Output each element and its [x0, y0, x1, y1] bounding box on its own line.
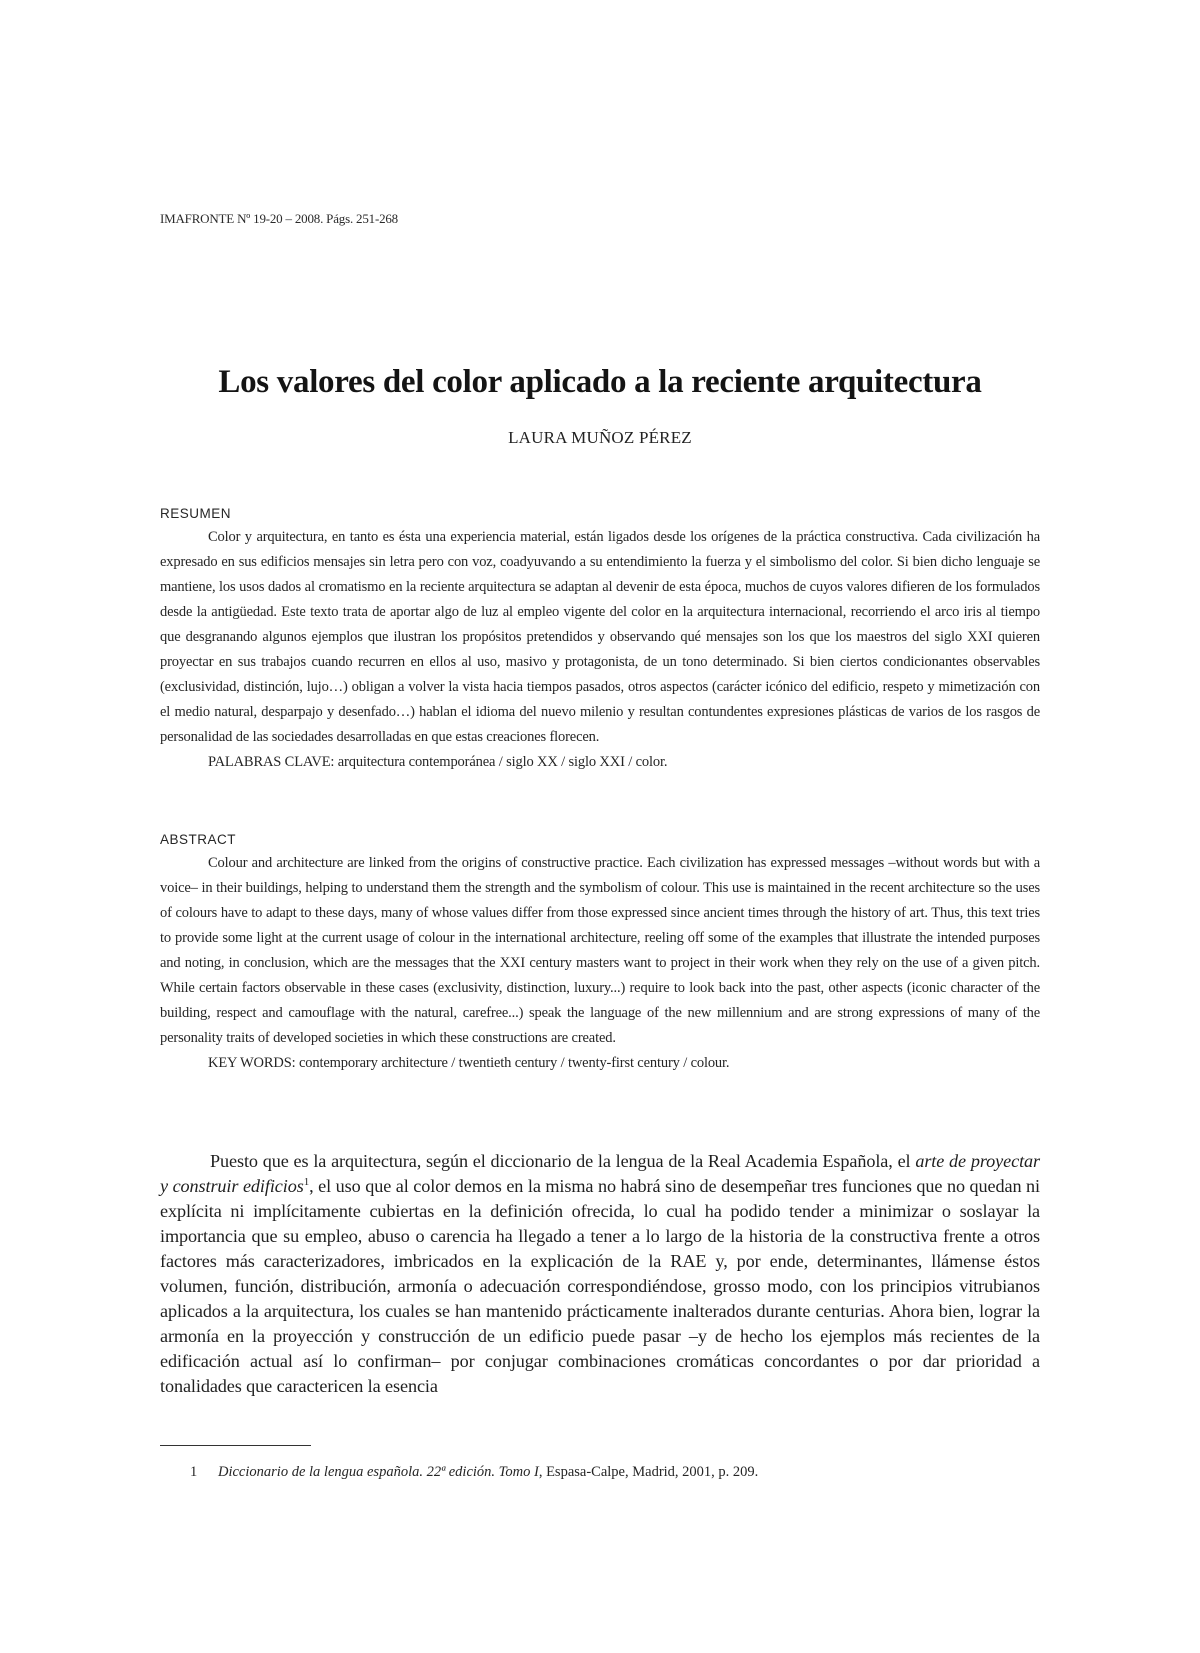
footnote	[160, 1461, 1040, 1483]
abstract-heading: ABSTRACT	[160, 832, 237, 847]
footnote-rest: , Espasa-Calpe, Madrid, 2001, p. 209.	[538, 1464, 759, 1480]
footnote-number: 1	[190, 1464, 198, 1480]
body-text-italic: arte de proyectar y construir edificios	[160, 1151, 1040, 1196]
resumen-heading: RESUMEN	[160, 506, 232, 521]
footnote-italic: Diccionario de la lengua española. 22ª edición. Tomo I	[218, 1464, 539, 1480]
body-text-part2: , el uso que al color demos en la misma no habrá sino de desempeñar tres funciones que no quedan ni explícita ni implícitamente cubiertas en la definición ofrecida, lo cual ha podido tender a minimizar o soslayar la importancia que su empleo, abuso o carencia ha llegado a tener a lo largo de la historia de la constructiva frente a otros factores más caracterizadores, imbricados en la explicación de la RAE y, por ende, determinantes, llámense éstos volumen, función, distribución, armonía o adecuación correspondiéndose, grosso modo, con los principios vitrubianos aplicados a la arquitectura, los cuales se han mantenido prácticamente inalterados durante centurias. Ahora bien, lograr la armonía en la proyección y construcción de un edificio puede pasar –y de hecho los ejemplos más recientes de la edificación actual así lo confirman– por conjugar combinaciones cromáticas concordantes o por dar prioridad a tonalidades que caractericen la esencia	[160, 1176, 1040, 1396]
body-text-part1: Puesto que es la arquitectura, según el diccionario de la lengua de la Real Academia Española, el	[210, 1151, 916, 1171]
author-name: LAURA MUÑOZ PÉREZ	[508, 428, 692, 447]
footnote-reference[interactable]: 1	[303, 1175, 310, 1188]
resumen-keywords: PALABRAS CLAVE: arquitectura contemporánea / siglo XX / siglo XXI / color.	[208, 754, 668, 770]
abstract-section	[160, 829, 1040, 1076]
resumen-text: Color y arquitectura, en tanto es ésta una experiencia material, están ligados desde los orígenes de la práctica constructiva. Cada civilización ha expresado en sus edificios mensajes sin letra pero con voz, coadyuvando a su entendimiento la fuerza y el simbolismo del color. Si bien dicho lenguaje se mantiene, los usos dados al cromatismo en la reciente arquitectura se adaptan al devenir de esta época, muchos de cuyos valores difieren de los formulados desde la antigüedad. Este texto trata de aportar algo de luz al empleo vigente del color en la arquitectura internacional, recorriendo el arco iris al tiempo que desgranando algunos ejemplos que ilustran los propósitos pretendidos y observando qué mensajes son los que los maestros del siglo XXI quieren proyectar en sus trabajos cuando recurren en ellos al uso, masivo y protagonista, de un tono determinado. Si bien ciertos condicionantes observables (exclusividad, distinción, lujo…) obligan a volver la vista hacia tiempos pasados, otros aspectos (carácter icónico del edificio, respeto y mimetización con el medio natural, desparpajo y desenfado…) hablan el idioma del nuevo milenio y resultan contundentes expresiones plásticas de varios de los rasgos de personalidad de las sociedades desarrolladas en que estas creaciones florecen.	[160, 529, 1040, 745]
footnote-divider	[160, 1445, 311, 1446]
article-title: Los valores del color aplicado a la reciente arquitectura	[218, 364, 982, 400]
abstract-text: Colour and architecture are linked from the origins of constructive practice. Each civilization has expressed messages –without words but with a voice– in their buildings, helping to understand them the strength and the symbolism of colour. This use is maintained in the recent architecture so the uses of colours have to adapt to these days, many of whose values differ from those expressed since ancient times through the history of art. Thus, this text tries to provide some light at the current usage of colour in the international architecture, reeling off some of the examples that illustrate the intended purposes and noting, in conclusion, which are the messages that the XXI century masters want to project in their work when they rely on the use of a given pitch. While certain factors observable in these cases (exclusivity, distinction, luxury...) require to look back into the past, other aspects (iconic character of the building, respect and camouflage with the natural, carefree...) speak the language of the new millennium and are strong expressions of many of the personality traits of developed societies in which these constructions are created.	[160, 855, 1040, 1046]
running-head: IMAFRONTE Nº 19-20 – 2008. Págs. 251-268	[160, 211, 398, 226]
abstract-keywords: KEY WORDS: contemporary architecture / twentieth century / twenty-first century / colour.	[208, 1055, 730, 1071]
body-paragraph	[160, 1149, 1040, 1399]
resumen-section	[160, 503, 1040, 775]
